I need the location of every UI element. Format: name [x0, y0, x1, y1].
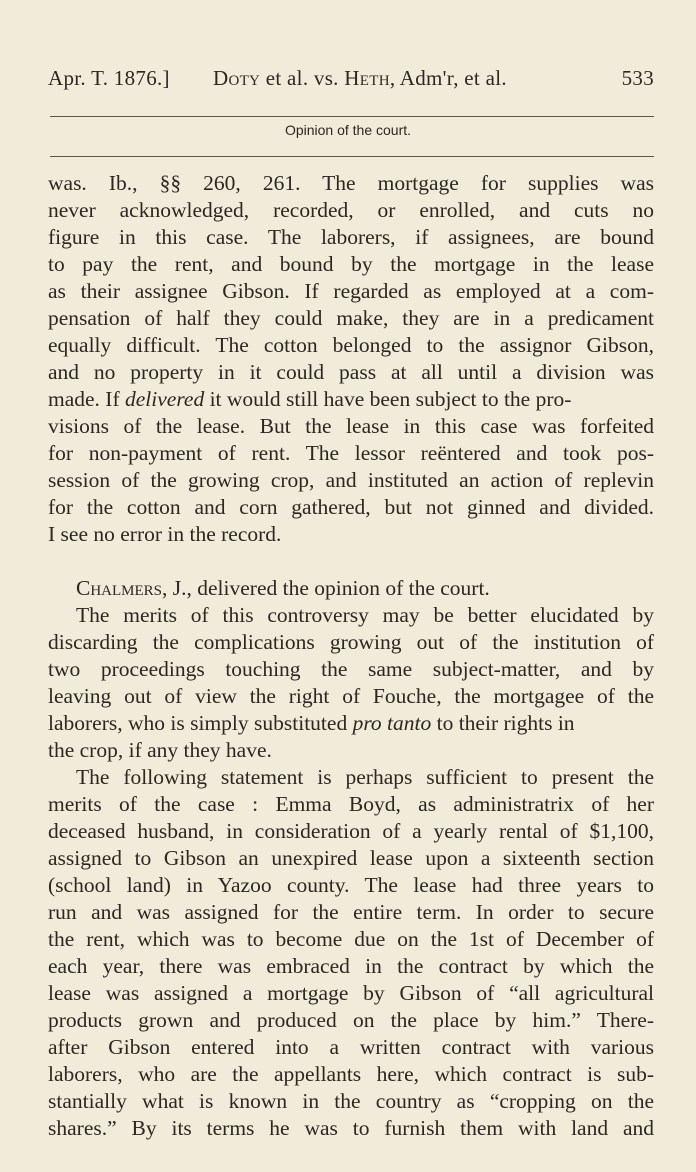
- case-title: [213, 66, 507, 91]
- text-line: run and was assigned for the entire term. In order to secure: [48, 900, 654, 924]
- text-line: never acknowledged, recorded, or enrolled, and cuts no: [48, 198, 654, 222]
- text-segment: made. If: [48, 387, 120, 411]
- text-line: pensation of half they could make, they are in a predicament: [48, 306, 654, 330]
- text-line: to pay the rent, and bound by the mortgage in the lease: [48, 252, 654, 276]
- text-line: the crop, if any they have.: [48, 738, 272, 762]
- text-line: session of the growing crop, and instituted an action of replevin: [48, 468, 654, 492]
- text-line: [48, 575, 654, 602]
- italic-word: delivered: [125, 387, 205, 411]
- text-segment: laborers, who is simply substituted: [48, 711, 348, 735]
- text-line: equally difficult. The cotton belonged to the assignor Gibson,: [48, 333, 654, 357]
- text-line: merits of the case : Emma Boyd, as administratrix of her: [48, 792, 654, 816]
- text-line: [48, 710, 654, 737]
- text-line: stantially what is known in the country as “cropping on the: [48, 1089, 654, 1113]
- text-line: as their assignee Gibson. If regarded as employed at a com-: [48, 279, 654, 303]
- text-line: products grown and produced on the place by him.” There-: [48, 1008, 654, 1032]
- text-segment: , J., delivered the opinion of the court.: [162, 576, 490, 600]
- text-line: and no property in it could pass at all until a division was: [48, 360, 654, 384]
- case-suffix: , Adm'r, et al.: [389, 66, 507, 90]
- text-line: discarding the complications growing out of the institution of: [48, 630, 654, 654]
- case-connector: et al. vs.: [260, 66, 345, 90]
- text-line: after Gibson entered into a written contract with various: [48, 1035, 654, 1059]
- term-citation: Apr. T. 1876.]: [48, 66, 170, 90]
- text-line: for non-payment of rent. The lessor reëntered and took pos-: [48, 441, 654, 465]
- text-segment: it would still have been subject to the pro-: [204, 387, 572, 411]
- italic-phrase: pro tanto: [352, 711, 432, 735]
- case-party-1: Doty: [213, 66, 261, 90]
- text-segment: to their rights in: [436, 711, 575, 735]
- body-text: [48, 170, 654, 1142]
- text-line: each year, there was embraced in the contract by which the: [48, 954, 654, 978]
- text-line: for the cotton and corn gathered, but not ginned and divided.: [48, 495, 654, 519]
- text-line: lease was assigned a mortgage by Gibson of “all agricultural: [48, 981, 654, 1005]
- text-line: two proceedings touching the same subject-matter, and by: [48, 657, 654, 681]
- paragraph-gap: [48, 548, 654, 575]
- text-line: assigned to Gibson an unexpired lease upon a sixteenth section: [48, 846, 654, 870]
- text-line: the rent, which was to become due on the 1st of December of: [48, 927, 654, 951]
- justice-name: Chalmers: [76, 576, 163, 600]
- header-rule-bottom: [50, 156, 654, 157]
- text-line: The merits of this controversy may be better elucidated by: [76, 603, 654, 627]
- header-rule-top: [50, 116, 654, 117]
- text-line: (school land) in Yazoo county. The lease had three years to: [48, 873, 654, 897]
- text-line: leaving out of view the right of Fouche, the mortgagee of the: [48, 684, 654, 708]
- text-line: figure in this case. The laborers, if assignees, are bound: [48, 225, 654, 249]
- text-line: visions of the lease. But the lease in this case was forfeited: [48, 414, 654, 438]
- text-line: deceased husband, in consideration of a yearly rental of $1,100,: [48, 819, 654, 843]
- section-heading: Opinion of the court.: [284, 122, 412, 138]
- page-number: 533: [621, 66, 654, 90]
- text-line: The following statement is perhaps sufficient to present the: [76, 765, 654, 789]
- text-line: laborers, who are the appellants here, which contract is sub-: [48, 1062, 654, 1086]
- text-line: I see no error in the record.: [48, 522, 282, 546]
- text-line: was. Ib., §§ 260, 261. The mortgage for supplies was: [48, 171, 654, 195]
- text-line: [48, 386, 654, 413]
- case-party-2: Heth: [344, 66, 390, 90]
- text-line: shares.” By its terms he was to furnish them with land and: [48, 1116, 654, 1140]
